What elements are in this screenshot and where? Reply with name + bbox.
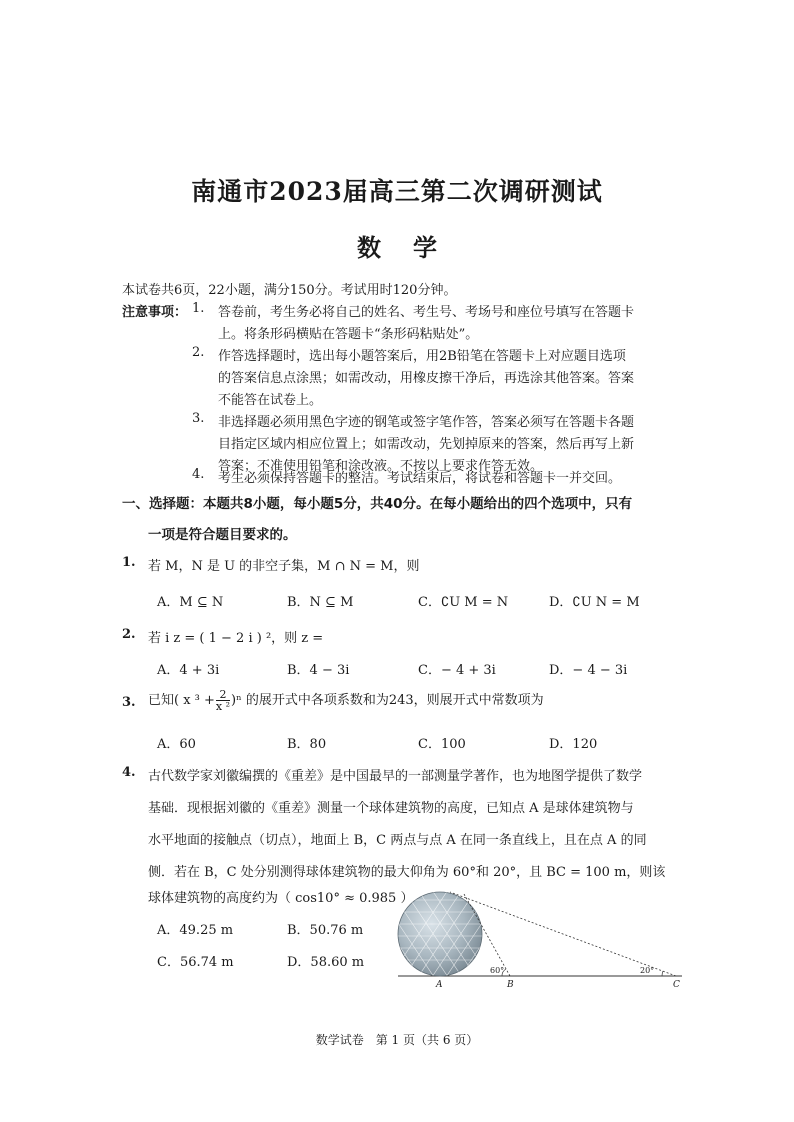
note-number: 2. (192, 345, 205, 360)
note-line: 不能答在试卷上。 (218, 393, 323, 408)
option-a: A．49.25 m (157, 923, 234, 938)
option-d: D．120 (549, 737, 598, 752)
question-line: 古代数学家刘徽编撰的《重差》是中国最早的一部测量学著作，也为地图学提供了数学 (148, 769, 643, 784)
question-stem: 若 M，N 是 U 的非空子集，M ∩ N = M，则 (148, 559, 420, 574)
note-line: 目指定区域内相应位置上；如需改动，先划掉原来的答案，然后再写上新 (218, 437, 635, 452)
question-number: 4. (122, 765, 136, 780)
note-line: 答案；不准使用铅笔和涂改液。不按以上要求作答无效。 (218, 459, 544, 474)
option-a: A．60 (157, 737, 196, 752)
point-label-a: A (436, 980, 443, 990)
angle-arc-c (662, 971, 663, 976)
note-line: 上。将条形码横贴在答题卡“条形码粘贴处”。 (218, 327, 479, 342)
fraction-numerator: 2 (216, 689, 230, 701)
question-line: 基础．现根据刘徽的《重差》测量一个球体建筑物的高度，已知点 A 是球体建筑物与 (148, 801, 634, 816)
option-a: A．M ⊆ N (157, 595, 224, 610)
point-label-c: C (673, 980, 680, 990)
option-c: C．56.74 m (157, 955, 234, 970)
subject-char-2: 学 (413, 233, 437, 262)
stem-part: 已知( x ³ + (148, 693, 215, 708)
sight-line-c (450, 892, 676, 976)
fraction-denominator: x ² (215, 700, 231, 713)
fraction (216, 689, 230, 712)
point-label-b: B (507, 980, 514, 990)
geodesic-sphere-figure (390, 880, 690, 992)
question-number: 1. (122, 555, 136, 570)
question-line: 球体建筑物的高度约为（ cos10° ≈ 0.985 ） (148, 891, 414, 906)
note-line: 考生必须保持答题卡的整洁。考试结束后，将试卷和答题卡一并交回。 (218, 471, 622, 486)
question-number: 3. (122, 695, 136, 710)
angle-label-b: 60° (490, 966, 505, 975)
question-number: 2. (122, 627, 136, 642)
option-a: A．4 + 3i (157, 663, 220, 678)
option-b: B．50.76 m (287, 923, 364, 938)
note-line: 的答案信息点涂黑；如需改动，用橡皮擦干净后，再选涂其他答案。答案 (218, 371, 635, 386)
option-c: C．100 (418, 737, 466, 752)
note-number: 4. (192, 467, 205, 482)
option-d: D．58.60 m (287, 955, 365, 970)
question-line: 水平地面的接触点（切点），地面上 B，C 两点与点 A 在同一条直线上，且在点 A 的同 (148, 833, 647, 848)
page-title: 南通市2023届高三第二次调研测试 (191, 177, 603, 206)
question-line: 侧．若在 B，C 处分别测得球体建筑物的最大仰角为 60°和 20°，且 BC = 100 m，则该 (148, 865, 666, 880)
option-c: C．∁U M = N (418, 595, 509, 610)
question-stem: 若 i z = ( 1 − 2 i ) ²，则 z = (148, 631, 324, 646)
option-d: D．∁U N = M (549, 595, 640, 610)
option-b: B．4 − 3i (287, 663, 350, 678)
note-line: 非选择题必须用黑色字迹的钢笔或签字笔作答，答案必须写在答题卡各题 (218, 415, 635, 430)
option-b: B．80 (287, 737, 327, 752)
option-b: B．N ⊆ M (287, 595, 354, 610)
page-footer: 数学试卷 第 1 页（共 6 页） (315, 1033, 479, 1047)
note-number: 1. (192, 301, 205, 316)
stem-part: )ⁿ 的展开式中各项系数和为243，则展开式中常数项为 (231, 693, 544, 708)
subject-char-1: 数 (357, 233, 381, 262)
note-line: 答卷前，考生务必将自己的姓名、考生号、考场号和座位号填写在答题卡 (218, 305, 635, 320)
intro-text: 本试卷共6页，22小题，满分150分。考试用时120分钟。 (122, 283, 457, 298)
note-number: 3. (192, 411, 205, 426)
question-stem (148, 685, 544, 717)
angle-label-c: 20° (640, 966, 655, 975)
option-d: D．− 4 − 3i (549, 663, 628, 678)
option-c: C．− 4 + 3i (418, 663, 496, 678)
subject-title (0, 228, 794, 263)
note-line: 作答选择题时，选出每小题答案后，用2B铅笔在答题卡上对应题目选项 (218, 349, 626, 364)
section-heading: 一、选择题：本题共8小题，每小题5分，共40分。在每小题给出的四个选项中，只有 (122, 496, 633, 512)
notes-label: 注意事项： (122, 305, 188, 320)
section-heading-cont: 一项是符合题目要求的。 (148, 527, 297, 543)
